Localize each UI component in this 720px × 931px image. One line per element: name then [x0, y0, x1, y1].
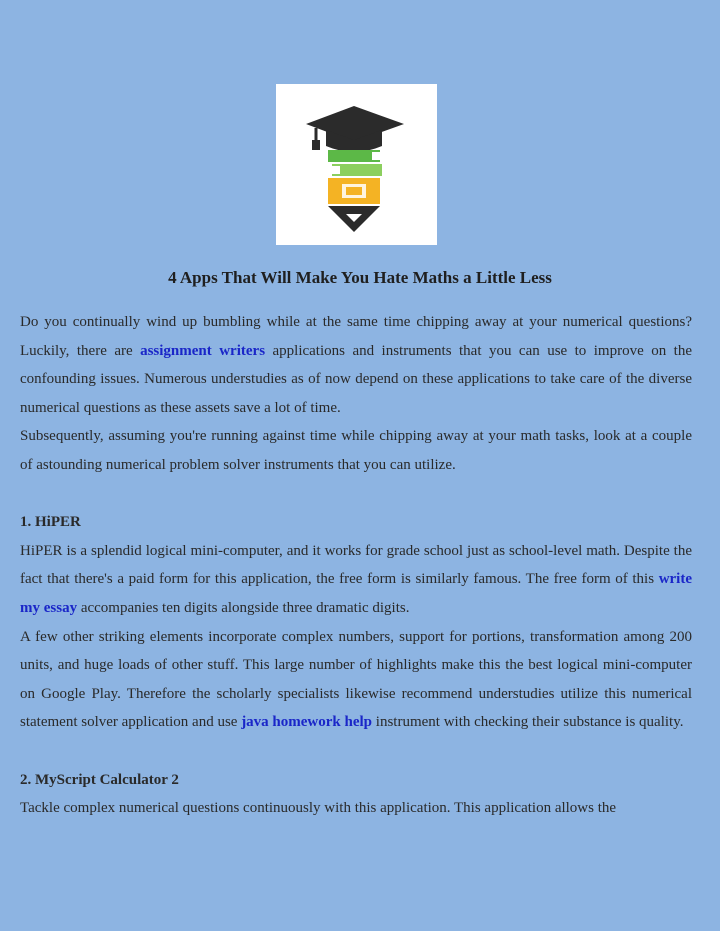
article-body	[20, 308, 692, 823]
section-1-text-after-link: accompanies ten digits alongside three dramatic digits.	[77, 599, 410, 616]
intro-paragraph-1	[20, 308, 692, 422]
section-1-heading: 1. HiPER	[20, 514, 81, 531]
section-2-paragraph-1: Tackle complex numerical questions continuously with this application. This application allows the	[20, 800, 617, 817]
section-1-paragraph-1	[20, 537, 692, 623]
section-1-text-before-link: HiPER is a splendid logical mini-computer, and it works for grade school just as school-level math. Despite the fact that there's a paid form for this application, the free form is similarly famous. The free form of this	[20, 542, 692, 588]
intro-paragraph-2: Subsequently, assuming you're running against time while chipping away at your math tasks, look at a couple of astounding numerical problem solver instruments that you can utilize.	[20, 428, 692, 473]
intro-text-after-link: applications and instruments that you can use to improve on the confounding issues. Numerous understudies as of now depend on these applications to take care of the diverse numerical questions as these assets save a lot of time.	[20, 342, 692, 416]
graduation-cap-pencil-books-icon	[276, 84, 437, 245]
logo	[276, 84, 437, 245]
section-1-p2-text-before-link: A few other striking elements incorporate complex numbers, support for portions, transformation among 200 units, and huge loads of other stuff. This large number of highlights make this the best logical mini-computer on Google Play. Therefore the scholarly specialists likewise recommend understudies utilize this numerical statement solver application and use	[20, 628, 692, 731]
section-2-heading: 2. MyScript Calculator 2	[20, 771, 179, 788]
write-my-essay-link[interactable]: write my essay	[20, 571, 692, 616]
section-1-paragraph-2	[20, 623, 692, 737]
page-title: 4 Apps That Will Make You Hate Maths a Little Less	[168, 268, 552, 287]
spacer	[20, 480, 692, 509]
intro-text-before-link: Do you continually wind up bumbling while at the same time chipping away at your numerical questions? Luckily, there are	[20, 314, 692, 359]
spacer	[20, 737, 692, 766]
assignment-writers-link[interactable]: assignment writers	[140, 342, 266, 359]
section-1-p2-text-after-link: instrument with checking their substance is quality.	[372, 714, 684, 731]
java-homework-help-link[interactable]: java homework help	[241, 714, 373, 731]
